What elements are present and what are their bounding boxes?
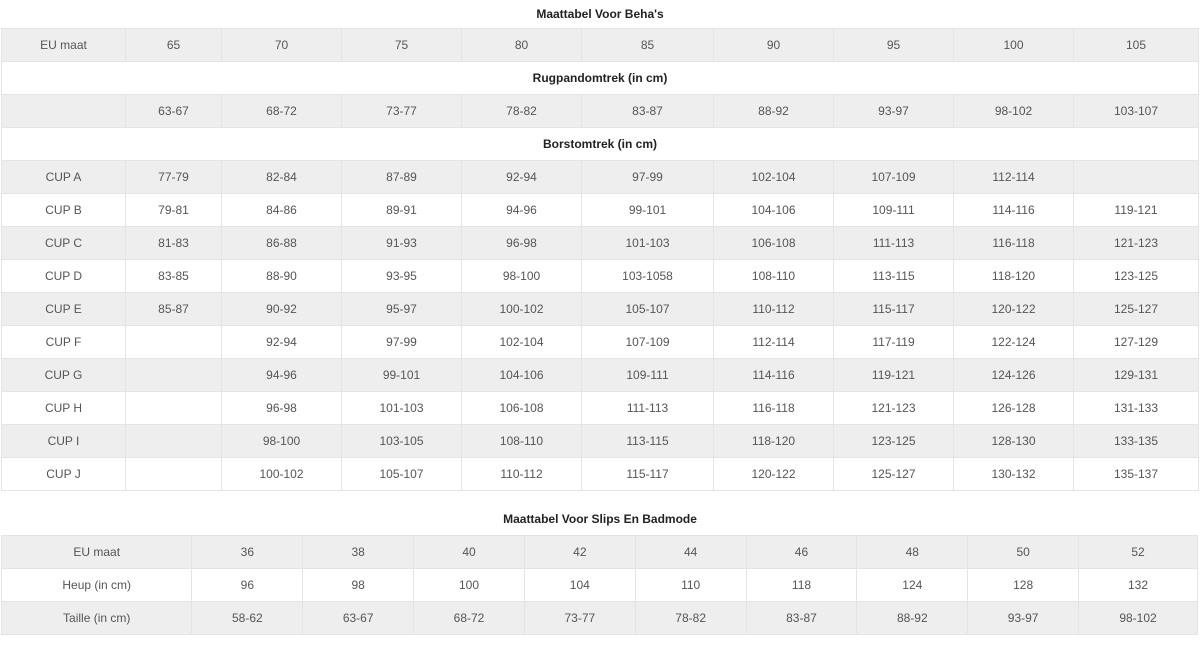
cup-value-cell: 105-107 — [342, 458, 462, 491]
cup-value-cell: 98-100 — [462, 260, 582, 293]
back-value-cell: 63-67 — [126, 95, 222, 128]
slips-value-cell: 73-77 — [524, 602, 635, 635]
slips-value-cell: 46 — [746, 536, 857, 569]
cup-value-cell: 86-88 — [222, 227, 342, 260]
slips-value-cell: 88-92 — [857, 602, 968, 635]
cup-value-cell: 98-100 — [222, 425, 342, 458]
eu-size-cell: 85 — [582, 29, 714, 62]
cup-value-cell: 112-114 — [954, 161, 1074, 194]
cup-value-cell: 118-120 — [954, 260, 1074, 293]
slips-value-cell: 44 — [635, 536, 746, 569]
cup-value-cell: 85-87 — [126, 293, 222, 326]
cup-value-cell: 129-131 — [1074, 359, 1199, 392]
cup-value-cell: 109-111 — [582, 359, 714, 392]
slips-row — [2, 569, 1198, 602]
slips-value-cell: 42 — [524, 536, 635, 569]
cup-value-cell: 112-114 — [714, 326, 834, 359]
cup-value-cell: 123-125 — [834, 425, 954, 458]
slips-value-cell: 98-102 — [1079, 602, 1198, 635]
cup-row — [2, 293, 1199, 326]
cup-value-cell: 117-119 — [834, 326, 954, 359]
cup-label: CUP G — [2, 359, 126, 392]
cup-value-cell: 119-121 — [834, 359, 954, 392]
cup-value-cell: 94-96 — [222, 359, 342, 392]
slips-value-cell: 48 — [857, 536, 968, 569]
cup-value-cell: 81-83 — [126, 227, 222, 260]
slips-value-cell: 124 — [857, 569, 968, 602]
cup-value-cell: 102-104 — [462, 326, 582, 359]
cup-value-cell: 100-102 — [462, 293, 582, 326]
cup-value-cell: 104-106 — [714, 194, 834, 227]
slips-row — [2, 602, 1198, 635]
cup-value-cell: 101-103 — [582, 227, 714, 260]
cup-value-cell: 103-105 — [342, 425, 462, 458]
eu-size-cell: 100 — [954, 29, 1074, 62]
cup-value-cell: 116-118 — [954, 227, 1074, 260]
cup-value-cell: 87-89 — [342, 161, 462, 194]
cup-value-cell: 90-92 — [222, 293, 342, 326]
cup-value-cell: 128-130 — [954, 425, 1074, 458]
cup-label: CUP A — [2, 161, 126, 194]
cup-value-cell: 120-122 — [714, 458, 834, 491]
cup-value-cell: 119-121 — [1074, 194, 1199, 227]
cup-value-cell: 82-84 — [222, 161, 342, 194]
slips-value-cell: 83-87 — [746, 602, 857, 635]
cup-row — [2, 161, 1199, 194]
cup-label: CUP B — [2, 194, 126, 227]
bust-section-row — [2, 128, 1199, 161]
cup-value-cell: 133-135 — [1074, 425, 1199, 458]
cup-label: CUP H — [2, 392, 126, 425]
slips-row-label: Heup (in cm) — [2, 569, 192, 602]
cup-value-cell: 95-97 — [342, 293, 462, 326]
cup-label: CUP E — [2, 293, 126, 326]
slips-value-cell: 128 — [968, 569, 1079, 602]
cup-value-cell: 94-96 — [462, 194, 582, 227]
cup-value-cell: 107-109 — [834, 161, 954, 194]
cup-value-cell: 106-108 — [714, 227, 834, 260]
cup-value-cell — [126, 425, 222, 458]
cup-value-cell: 123-125 — [1074, 260, 1199, 293]
cup-value-cell: 131-133 — [1074, 392, 1199, 425]
back-value-cell: 68-72 — [222, 95, 342, 128]
cup-value-cell: 124-126 — [954, 359, 1074, 392]
cup-value-cell: 127-129 — [1074, 326, 1199, 359]
back-value-cell: 98-102 — [954, 95, 1074, 128]
slips-row-label: Taille (in cm) — [2, 602, 192, 635]
cup-value-cell: 105-107 — [582, 293, 714, 326]
eu-size-cell: 75 — [342, 29, 462, 62]
cup-value-cell: 102-104 — [714, 161, 834, 194]
cup-value-cell: 108-110 — [714, 260, 834, 293]
cup-value-cell: 113-115 — [834, 260, 954, 293]
slips-value-cell: 63-67 — [303, 602, 414, 635]
back-value-cell: 83-87 — [582, 95, 714, 128]
cup-value-cell: 92-94 — [222, 326, 342, 359]
cup-row — [2, 359, 1199, 392]
cup-value-cell: 99-101 — [342, 359, 462, 392]
cup-value-cell — [126, 326, 222, 359]
cup-value-cell: 83-85 — [126, 260, 222, 293]
cup-value-cell: 107-109 — [582, 326, 714, 359]
slips-size-table — [1, 535, 1198, 635]
cup-value-cell: 93-95 — [342, 260, 462, 293]
slips-value-cell: 36 — [192, 536, 303, 569]
slips-value-cell: 93-97 — [968, 602, 1079, 635]
cup-value-cell: 88-90 — [222, 260, 342, 293]
cup-value-cell: 122-124 — [954, 326, 1074, 359]
back-section-row — [2, 62, 1199, 95]
cup-label: CUP C — [2, 227, 126, 260]
cup-value-cell: 84-86 — [222, 194, 342, 227]
cup-value-cell: 103-1058 — [582, 260, 714, 293]
cup-value-cell: 125-127 — [834, 458, 954, 491]
cup-value-cell: 114-116 — [714, 359, 834, 392]
cup-value-cell: 108-110 — [462, 425, 582, 458]
row-label — [2, 95, 126, 128]
section-title: Borstomtrek (in cm) — [2, 128, 1199, 161]
cup-row — [2, 458, 1199, 491]
cup-value-cell: 116-118 — [714, 392, 834, 425]
cup-value-cell: 115-117 — [582, 458, 714, 491]
bra-table-title: Maattabel Voor Beha's — [536, 7, 664, 21]
slips-value-cell: 40 — [414, 536, 525, 569]
cup-value-cell — [126, 359, 222, 392]
slips-value-cell: 96 — [192, 569, 303, 602]
section-title: Rugpandomtrek (in cm) — [2, 62, 1199, 95]
eu-size-cell: 65 — [126, 29, 222, 62]
cup-value-cell: 125-127 — [1074, 293, 1199, 326]
cup-value-cell — [126, 392, 222, 425]
eu-size-cell: 95 — [834, 29, 954, 62]
slips-value-cell: 132 — [1079, 569, 1198, 602]
slips-value-cell: 52 — [1079, 536, 1198, 569]
cup-value-cell: 118-120 — [714, 425, 834, 458]
cup-value-cell: 115-117 — [834, 293, 954, 326]
cup-value-cell: 106-108 — [462, 392, 582, 425]
cup-value-cell: 91-93 — [342, 227, 462, 260]
back-value-cell: 73-77 — [342, 95, 462, 128]
cup-value-cell: 79-81 — [126, 194, 222, 227]
slips-table-title: Maattabel Voor Slips En Badmode — [503, 512, 697, 526]
slips-row-label: EU maat — [2, 536, 192, 569]
cup-value-cell: 121-123 — [834, 392, 954, 425]
cup-row — [2, 194, 1199, 227]
cup-value-cell: 100-102 — [222, 458, 342, 491]
row-label: EU maat — [2, 29, 126, 62]
cup-value-cell — [1074, 161, 1199, 194]
slips-value-cell: 110 — [635, 569, 746, 602]
slips-value-cell: 58-62 — [192, 602, 303, 635]
cup-value-cell: 99-101 — [582, 194, 714, 227]
back-values-row — [2, 95, 1199, 128]
slips-value-cell: 78-82 — [635, 602, 746, 635]
cup-label: CUP D — [2, 260, 126, 293]
eu-size-cell: 80 — [462, 29, 582, 62]
back-value-cell: 103-107 — [1074, 95, 1199, 128]
slips-value-cell: 68-72 — [414, 602, 525, 635]
cup-value-cell: 110-112 — [462, 458, 582, 491]
cup-value-cell: 130-132 — [954, 458, 1074, 491]
back-value-cell: 93-97 — [834, 95, 954, 128]
slips-row — [2, 536, 1198, 569]
cup-row — [2, 392, 1199, 425]
back-value-cell: 88-92 — [714, 95, 834, 128]
cup-value-cell: 111-113 — [834, 227, 954, 260]
eu-size-cell: 105 — [1074, 29, 1199, 62]
cup-value-cell: 110-112 — [714, 293, 834, 326]
cup-value-cell: 97-99 — [582, 161, 714, 194]
slips-value-cell: 104 — [524, 569, 635, 602]
cup-row — [2, 425, 1199, 458]
slips-value-cell: 38 — [303, 536, 414, 569]
cup-value-cell: 120-122 — [954, 293, 1074, 326]
cup-value-cell: 92-94 — [462, 161, 582, 194]
eu-size-cell: 70 — [222, 29, 342, 62]
cup-value-cell: 114-116 — [954, 194, 1074, 227]
cup-value-cell: 111-113 — [582, 392, 714, 425]
cup-value-cell: 126-128 — [954, 392, 1074, 425]
cup-value-cell: 97-99 — [342, 326, 462, 359]
cup-value-cell: 101-103 — [342, 392, 462, 425]
cup-row — [2, 326, 1199, 359]
cup-label: CUP F — [2, 326, 126, 359]
slips-value-cell: 98 — [303, 569, 414, 602]
eu-size-cell: 90 — [714, 29, 834, 62]
cup-value-cell: 135-137 — [1074, 458, 1199, 491]
cup-label: CUP I — [2, 425, 126, 458]
cup-value-cell: 104-106 — [462, 359, 582, 392]
slips-value-cell: 100 — [414, 569, 525, 602]
cup-row — [2, 260, 1199, 293]
bra-size-table — [1, 28, 1199, 491]
cup-value-cell: 121-123 — [1074, 227, 1199, 260]
slips-value-cell: 50 — [968, 536, 1079, 569]
cup-value-cell — [126, 458, 222, 491]
slips-value-cell: 118 — [746, 569, 857, 602]
eu-size-header-row — [2, 29, 1199, 62]
cup-value-cell: 113-115 — [582, 425, 714, 458]
cup-value-cell: 109-111 — [834, 194, 954, 227]
cup-value-cell: 77-79 — [126, 161, 222, 194]
cup-value-cell: 89-91 — [342, 194, 462, 227]
back-value-cell: 78-82 — [462, 95, 582, 128]
cup-row — [2, 227, 1199, 260]
cup-value-cell: 96-98 — [462, 227, 582, 260]
cup-label: CUP J — [2, 458, 126, 491]
cup-value-cell: 96-98 — [222, 392, 342, 425]
